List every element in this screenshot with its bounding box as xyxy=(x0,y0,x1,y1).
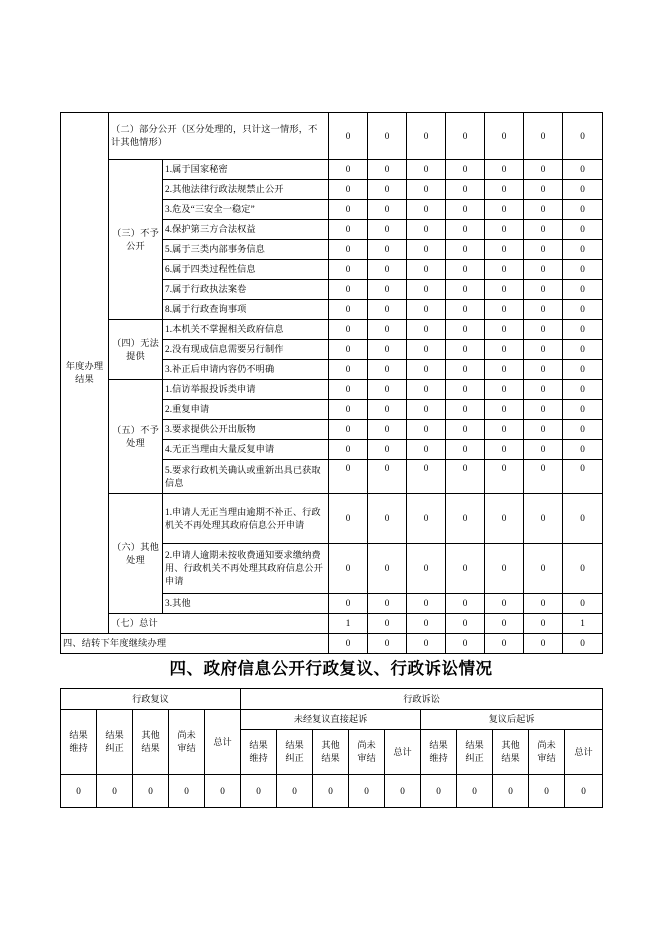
cell-value: 0 xyxy=(446,200,485,220)
cell-value: 0 xyxy=(407,180,446,200)
cell-value: 0 xyxy=(485,634,524,654)
cell-value: 0 xyxy=(485,260,524,280)
cell-value: 0 xyxy=(407,320,446,340)
cell-value: 0 xyxy=(524,320,563,340)
cell-value: 0 xyxy=(368,340,407,360)
cell-value: 0 xyxy=(329,280,368,300)
cell-value: 0 xyxy=(485,400,524,420)
header-direct-correct: 结果 纠正 xyxy=(277,730,313,775)
cell-value: 0 xyxy=(446,240,485,260)
item-label: 7.属于行政执法案卷 xyxy=(163,280,329,300)
cell-value: 0 xyxy=(524,360,563,380)
cell-value: 0 xyxy=(446,113,485,160)
cell-value: 0 xyxy=(446,614,485,634)
cell-value: 0 xyxy=(446,594,485,614)
cell-value: 0 xyxy=(368,320,407,340)
cell-value: 0 xyxy=(329,113,368,160)
cell-value: 0 xyxy=(524,614,563,634)
header-review-total: 总计 xyxy=(205,710,241,775)
header-direct-other: 其他 结果 xyxy=(313,730,349,775)
item-label: 1.申请人无正当理由逾期不补正、行政机关不再处理其政府信息公开申请 xyxy=(163,494,329,544)
item-label: 1.本机关不掌握相关政府信息 xyxy=(163,320,329,340)
cell-value: 0 xyxy=(329,160,368,180)
cell-value: 0 xyxy=(329,200,368,220)
cell-value: 0 xyxy=(407,460,446,494)
cell-value: 0 xyxy=(485,160,524,180)
cell-value: 0 xyxy=(563,634,603,654)
cell-value: 0 xyxy=(493,775,529,808)
cell-value: 0 xyxy=(368,420,407,440)
cell-value: 0 xyxy=(407,614,446,634)
cell-value: 1 xyxy=(563,614,603,634)
cell-value: 0 xyxy=(563,594,603,614)
cell-value: 0 xyxy=(446,340,485,360)
cell-value: 0 xyxy=(407,594,446,614)
item-label: 5.要求行政机关确认或重新出具已获取信息 xyxy=(163,460,329,494)
cell-value: 0 xyxy=(446,260,485,280)
cell-value: 0 xyxy=(524,440,563,460)
cell-value: 0 xyxy=(446,160,485,180)
cell-value: 0 xyxy=(169,775,205,808)
cell-value: 0 xyxy=(485,614,524,634)
cell-value: 0 xyxy=(385,775,421,808)
cell-value: 0 xyxy=(446,494,485,544)
carryover-label: 四、结转下年度继续办理 xyxy=(61,634,329,654)
cell-value: 0 xyxy=(421,775,457,808)
cell-value: 0 xyxy=(368,300,407,320)
cell-value: 0 xyxy=(407,340,446,360)
group-label-partial-disclosure: （二）部分公开（区分处理的，只计这一情形，不计其他情形） xyxy=(109,113,329,160)
cell-value: 0 xyxy=(368,180,407,200)
cell-value: 0 xyxy=(485,300,524,320)
cell-value: 0 xyxy=(407,280,446,300)
cell-value: 0 xyxy=(349,775,385,808)
header-afterreview-correct: 结果 纠正 xyxy=(457,730,493,775)
cell-value: 0 xyxy=(446,360,485,380)
cell-value: 0 xyxy=(446,180,485,200)
header-direct-litigation: 未经复议直接起诉 xyxy=(241,710,421,730)
cell-value: 0 xyxy=(563,380,603,400)
cell-value: 0 xyxy=(368,544,407,594)
cell-value: 0 xyxy=(329,300,368,320)
cell-value: 0 xyxy=(524,220,563,240)
header-direct-total: 总计 xyxy=(385,730,421,775)
cell-value: 0 xyxy=(563,360,603,380)
cell-value: 0 xyxy=(563,320,603,340)
cell-value: 0 xyxy=(368,380,407,400)
cell-value: 0 xyxy=(407,360,446,380)
cell-value: 0 xyxy=(524,494,563,544)
cell-value: 0 xyxy=(524,594,563,614)
cell-value: 0 xyxy=(368,200,407,220)
cell-value: 0 xyxy=(329,400,368,420)
cell-value: 0 xyxy=(565,775,603,808)
cell-value: 0 xyxy=(485,280,524,300)
cell-value: 0 xyxy=(524,340,563,360)
item-label: 3.危及“三安全一稳定” xyxy=(163,200,329,220)
table-row xyxy=(61,320,603,340)
cell-value: 0 xyxy=(524,300,563,320)
cell-value: 0 xyxy=(524,420,563,440)
cell-value: 0 xyxy=(407,113,446,160)
item-label: 4.无正当理由大量反复申请 xyxy=(163,440,329,460)
cell-value: 0 xyxy=(563,113,603,160)
header-afterreview-pending: 尚未 审结 xyxy=(529,730,565,775)
cell-value: 0 xyxy=(329,494,368,544)
table-row xyxy=(61,380,603,400)
item-label: 2.重复申请 xyxy=(163,400,329,420)
cell-value: 0 xyxy=(368,400,407,420)
cell-value: 0 xyxy=(563,494,603,544)
cell-value: 0 xyxy=(329,460,368,494)
table-row xyxy=(61,494,603,544)
cell-value: 0 xyxy=(524,240,563,260)
cell-value: 0 xyxy=(313,775,349,808)
cell-value: 0 xyxy=(485,360,524,380)
cell-value: 0 xyxy=(446,400,485,420)
cell-value: 0 xyxy=(407,400,446,420)
cell-value: 0 xyxy=(446,460,485,494)
item-label: 5.属于三类内部事务信息 xyxy=(163,240,329,260)
cell-value: 0 xyxy=(563,544,603,594)
cell-value: 0 xyxy=(563,420,603,440)
cell-value: 0 xyxy=(329,544,368,594)
cell-value: 0 xyxy=(485,220,524,240)
cell-value: 0 xyxy=(407,200,446,220)
header-review-maintain: 结果 维持 xyxy=(61,710,97,775)
cell-value: 0 xyxy=(368,634,407,654)
cell-value: 1 xyxy=(329,614,368,634)
cell-value: 0 xyxy=(524,113,563,160)
cell-value: 0 xyxy=(524,200,563,220)
table-row-total xyxy=(61,614,603,634)
table-row-values xyxy=(61,775,603,808)
cell-value: 0 xyxy=(485,340,524,360)
cell-value: 0 xyxy=(133,775,169,808)
item-label: 1.属于国家秘密 xyxy=(163,160,329,180)
cell-value: 0 xyxy=(329,340,368,360)
header-direct-pending: 尚未 审结 xyxy=(349,730,385,775)
cell-value: 0 xyxy=(368,160,407,180)
cell-value: 0 xyxy=(524,634,563,654)
header-direct-maintain: 结果 维持 xyxy=(241,730,277,775)
cell-value: 0 xyxy=(97,775,133,808)
item-label: 8.属于行政查询事项 xyxy=(163,300,329,320)
cell-value: 0 xyxy=(563,260,603,280)
cell-value: 0 xyxy=(368,494,407,544)
cell-value: 0 xyxy=(457,775,493,808)
cell-value: 0 xyxy=(329,634,368,654)
group-label-unable-to-provide: （四）无法提供 xyxy=(109,320,163,380)
cell-value: 0 xyxy=(329,420,368,440)
cell-value: 0 xyxy=(524,160,563,180)
cell-value: 0 xyxy=(485,240,524,260)
cell-value: 0 xyxy=(485,320,524,340)
cell-value: 0 xyxy=(485,200,524,220)
cell-value: 0 xyxy=(446,280,485,300)
table-row xyxy=(61,160,603,180)
item-label: 1.信访举报投诉类申请 xyxy=(163,380,329,400)
cell-value: 0 xyxy=(563,460,603,494)
cell-value: 0 xyxy=(446,300,485,320)
cell-value: 0 xyxy=(407,544,446,594)
cell-value: 0 xyxy=(563,200,603,220)
group-label-not-disclosed: （三）不予公开 xyxy=(109,160,163,320)
cell-value: 0 xyxy=(524,460,563,494)
cell-value: 0 xyxy=(446,544,485,594)
cell-value: 0 xyxy=(485,440,524,460)
cell-value: 0 xyxy=(524,380,563,400)
cell-value: 0 xyxy=(563,220,603,240)
item-label: 3.要求提供公开出版物 xyxy=(163,420,329,440)
annual-result-category-label: 年度办理结果 xyxy=(61,113,109,634)
item-label: 2.申请人逾期未按收费通知要求缴纳费用、行政机关不再处理其政府信息公开申请 xyxy=(163,544,329,594)
cell-value: 0 xyxy=(329,380,368,400)
cell-value: 0 xyxy=(368,280,407,300)
cell-value: 0 xyxy=(61,775,97,808)
table-row-carryover xyxy=(61,634,603,654)
cell-value: 0 xyxy=(524,260,563,280)
cell-value: 0 xyxy=(563,240,603,260)
section-four-title: 四、政府信息公开行政复议、行政诉讼情况 xyxy=(169,660,493,678)
cell-value: 0 xyxy=(407,494,446,544)
cell-value: 0 xyxy=(524,180,563,200)
cell-value: 0 xyxy=(485,180,524,200)
cell-value: 0 xyxy=(485,494,524,544)
cell-value: 0 xyxy=(407,634,446,654)
cell-value: 0 xyxy=(368,460,407,494)
cell-value: 0 xyxy=(368,220,407,240)
cell-value: 0 xyxy=(524,544,563,594)
header-afterreview-maintain: 结果 维持 xyxy=(421,730,457,775)
header-review-pending: 尚未 审结 xyxy=(169,710,205,775)
cell-value: 0 xyxy=(563,340,603,360)
cell-value: 0 xyxy=(329,360,368,380)
annual-processing-result-table xyxy=(60,112,603,654)
cell-value: 0 xyxy=(368,440,407,460)
header-after-review-litigation: 复议后起诉 xyxy=(421,710,603,730)
cell-value: 0 xyxy=(563,300,603,320)
cell-value: 0 xyxy=(368,113,407,160)
table-header-row xyxy=(61,689,603,710)
cell-value: 0 xyxy=(407,260,446,280)
item-label: 4.保护第三方合法权益 xyxy=(163,220,329,240)
cell-value: 0 xyxy=(329,440,368,460)
cell-value: 0 xyxy=(407,240,446,260)
cell-value: 0 xyxy=(446,420,485,440)
cell-value: 0 xyxy=(329,320,368,340)
cell-value: 0 xyxy=(524,280,563,300)
cell-value: 0 xyxy=(563,160,603,180)
cell-value: 0 xyxy=(446,220,485,240)
cell-value: 0 xyxy=(329,594,368,614)
cell-value: 0 xyxy=(407,420,446,440)
cell-value: 0 xyxy=(407,380,446,400)
cell-value: 0 xyxy=(563,280,603,300)
cell-value: 0 xyxy=(485,460,524,494)
cell-value: 0 xyxy=(407,300,446,320)
item-label: 3.补正后申请内容仍不明确 xyxy=(163,360,329,380)
cell-value: 0 xyxy=(485,594,524,614)
cell-value: 0 xyxy=(329,180,368,200)
administrative-review-litigation-table xyxy=(60,688,603,808)
cell-value: 0 xyxy=(368,260,407,280)
cell-value: 0 xyxy=(524,400,563,420)
cell-value: 0 xyxy=(205,775,241,808)
cell-value: 0 xyxy=(368,360,407,380)
cell-value: 0 xyxy=(241,775,277,808)
cell-value: 0 xyxy=(485,113,524,160)
cell-value: 0 xyxy=(446,320,485,340)
cell-value: 0 xyxy=(329,240,368,260)
header-afterreview-other: 其他 结果 xyxy=(493,730,529,775)
cell-value: 0 xyxy=(563,440,603,460)
cell-value: 0 xyxy=(329,260,368,280)
cell-value: 0 xyxy=(329,220,368,240)
cell-value: 0 xyxy=(529,775,565,808)
group-label-other-processing: （六）其他处理 xyxy=(109,494,163,614)
cell-value: 0 xyxy=(368,614,407,634)
cell-value: 0 xyxy=(407,440,446,460)
item-label: 3.其他 xyxy=(163,594,329,614)
group-label-total: （七）总计 xyxy=(109,614,329,634)
header-administrative-review: 行政复议 xyxy=(61,689,241,710)
item-label: 2.没有现成信息需要另行制作 xyxy=(163,340,329,360)
cell-value: 0 xyxy=(485,420,524,440)
cell-value: 0 xyxy=(485,380,524,400)
header-review-other: 其他 结果 xyxy=(133,710,169,775)
header-review-correct: 结果 纠正 xyxy=(97,710,133,775)
cell-value: 0 xyxy=(446,634,485,654)
table-header-row xyxy=(61,710,603,730)
header-afterreview-total: 总计 xyxy=(565,730,603,775)
group-label-no-processing: （五）不予处理 xyxy=(109,380,163,494)
item-label: 2.其他法律行政法规禁止公开 xyxy=(163,180,329,200)
cell-value: 0 xyxy=(563,180,603,200)
cell-value: 0 xyxy=(407,220,446,240)
cell-value: 0 xyxy=(446,380,485,400)
header-administrative-litigation: 行政诉讼 xyxy=(241,689,603,710)
table-row xyxy=(61,113,603,160)
cell-value: 0 xyxy=(563,400,603,420)
item-label: 6.属于四类过程性信息 xyxy=(163,260,329,280)
cell-value: 0 xyxy=(407,160,446,180)
cell-value: 0 xyxy=(368,594,407,614)
cell-value: 0 xyxy=(368,240,407,260)
cell-value: 0 xyxy=(446,440,485,460)
cell-value: 0 xyxy=(277,775,313,808)
cell-value: 0 xyxy=(485,544,524,594)
